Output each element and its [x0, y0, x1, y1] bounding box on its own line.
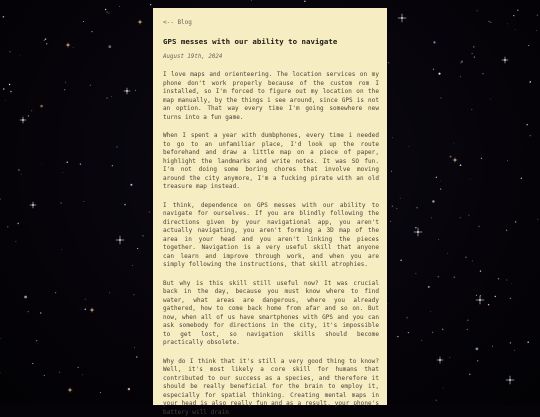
star	[428, 286, 430, 288]
sparkle-star	[502, 57, 508, 63]
star	[132, 265, 133, 266]
sparkle-star	[138, 20, 142, 24]
star	[24, 296, 27, 299]
star	[60, 202, 61, 203]
star	[61, 249, 62, 250]
star	[116, 146, 117, 147]
star	[513, 15, 514, 16]
post-body	[163, 71, 379, 417]
star	[108, 13, 109, 14]
star	[65, 82, 66, 83]
star	[472, 260, 473, 261]
star	[433, 41, 435, 43]
star	[511, 283, 512, 284]
star	[478, 226, 479, 227]
star	[15, 241, 16, 242]
star	[388, 62, 390, 64]
star	[460, 217, 461, 218]
sparkle-star	[68, 388, 72, 392]
star	[481, 158, 482, 159]
star	[10, 91, 12, 93]
star	[476, 10, 477, 11]
back-to-blog-link[interactable]: <-- Blog	[163, 19, 379, 27]
star	[495, 296, 496, 297]
star	[507, 24, 508, 25]
star	[83, 201, 84, 202]
star	[488, 304, 489, 305]
star	[28, 311, 29, 312]
star	[32, 363, 33, 364]
star	[431, 218, 432, 219]
sparkle-star	[437, 357, 443, 363]
star	[3, 88, 4, 89]
star	[473, 46, 475, 48]
star	[461, 61, 463, 63]
star	[477, 360, 479, 362]
post-paragraph: But why is this skill still useful now? It was crucial back in the day, because you must know where to find water, what areas are dangerous, where you already gathered, how to come back home from afar and so on. But now, when all of us have smartphones with GPS and you can ask somebody for directions in the city, it's impossible to get lost, so navigation skills should become practically obsolete.	[163, 280, 379, 348]
star	[536, 30, 537, 31]
sparkle-star	[116, 236, 124, 244]
star	[40, 105, 43, 108]
star	[31, 110, 32, 111]
star	[421, 340, 422, 341]
star	[515, 29, 516, 30]
star	[454, 143, 455, 144]
star	[507, 160, 508, 161]
star	[128, 388, 130, 390]
star	[467, 329, 468, 330]
star	[109, 292, 110, 293]
sparkle-star	[414, 228, 422, 236]
star	[135, 90, 136, 91]
star	[415, 227, 416, 228]
star	[476, 348, 479, 351]
star	[510, 342, 512, 344]
star	[91, 31, 92, 32]
star	[515, 221, 516, 222]
star	[107, 12, 108, 13]
star	[20, 55, 21, 56]
post-title: GPS messes with our ability to navigate	[163, 37, 379, 47]
post-date: August 19th, 2024	[163, 53, 379, 61]
star	[521, 178, 522, 179]
star	[489, 21, 490, 22]
star	[432, 332, 433, 333]
star	[18, 169, 20, 171]
star	[460, 76, 461, 77]
star	[390, 221, 391, 222]
star	[136, 356, 137, 357]
star	[150, 4, 151, 5]
star	[436, 400, 437, 401]
post-paragraph: I love maps and orienteering. The location services on my phone don't work properly because of the custom rom I installed, so I'm forced to figure out my location on the map manually, by the things i see around, since GPS is not an option. That way every time I'm going somewhere new turns into a fun game.	[163, 71, 379, 122]
star	[490, 22, 491, 23]
star	[108, 45, 111, 48]
post-paragraph: I think, dependence on GPS messes with our ability to navigate for ourselves. If you are blindly following the directions given by your navigational app, you aren't actually navigating, you aren't forming a 3D map of the area in your head and you aren't linking the pieces together. Navigation is a very useful skill that anyone can learn and improve through work, and when you are simply following the instructions, that skill atrophies.	[163, 202, 379, 270]
star	[471, 109, 472, 110]
star	[506, 280, 507, 281]
star	[470, 179, 471, 180]
star	[406, 317, 407, 318]
star	[442, 329, 444, 331]
star	[44, 40, 45, 41]
sparkle-star	[476, 296, 484, 304]
star	[85, 299, 86, 300]
star	[440, 188, 441, 189]
star	[112, 165, 113, 166]
star	[17, 223, 19, 225]
sparkle-star	[506, 376, 514, 384]
star	[64, 89, 65, 90]
sparkle-star	[124, 88, 130, 94]
star	[440, 181, 441, 182]
star	[476, 295, 477, 296]
star	[469, 374, 470, 375]
star	[83, 21, 84, 22]
star	[392, 137, 393, 138]
star	[36, 340, 37, 341]
star	[106, 97, 107, 98]
star	[506, 230, 507, 231]
star	[45, 38, 47, 40]
sparkle-star	[453, 158, 457, 162]
star	[436, 177, 437, 178]
star	[468, 215, 469, 216]
star	[85, 309, 87, 311]
star	[417, 207, 418, 208]
star	[482, 73, 483, 74]
star	[537, 15, 538, 16]
star	[514, 350, 515, 351]
star	[537, 219, 538, 220]
star	[111, 96, 112, 97]
post-paragraph: When I spent a year with dumbphones, every time i needed to go to an unfamiliar place, I'd look up the route beforehand and draw a little map on a piece of paper, highlight the landmarks and write notes. It was SO fun. I'm not doing some boring chores that involve moving around the city anymore, I'm a fucking pirate with an old treasure map instead.	[163, 132, 379, 192]
star	[149, 211, 150, 212]
star	[438, 276, 440, 278]
star	[40, 312, 42, 314]
star	[432, 200, 434, 202]
star	[510, 298, 511, 299]
star	[480, 270, 481, 271]
star	[397, 336, 398, 337]
star	[472, 53, 473, 54]
star	[78, 367, 79, 368]
star	[526, 124, 528, 126]
star	[449, 357, 450, 358]
star	[134, 347, 135, 348]
star	[73, 47, 74, 48]
star	[67, 162, 68, 163]
star	[454, 276, 455, 277]
star	[460, 164, 462, 166]
star	[130, 184, 132, 186]
star	[124, 204, 125, 205]
star	[490, 99, 491, 100]
star	[467, 319, 469, 321]
star	[59, 372, 60, 373]
post-paragraph: Why do I think that it's still a very good thing to know? Well, it's most likely a core skill for humans that contributed to our success as a species, and therefore it should be really beneficial for the brain to employ it, especially for spatial thinking. Creating mental maps in your head is also really fun and as a result, your phone's battery will drain	[163, 358, 379, 417]
star	[100, 392, 101, 393]
star	[44, 375, 45, 376]
star	[55, 292, 56, 293]
star	[416, 273, 417, 274]
sparkle-star	[398, 14, 406, 22]
star	[492, 346, 493, 347]
blog-post-card	[153, 8, 387, 405]
star	[0, 198, 1, 199]
star	[408, 332, 409, 333]
star	[430, 311, 431, 312]
star	[530, 135, 531, 136]
star	[251, 0, 252, 1]
star	[527, 341, 529, 343]
star	[21, 174, 22, 175]
star	[142, 235, 143, 236]
star	[392, 206, 393, 207]
star	[438, 73, 440, 75]
star	[5, 100, 6, 101]
star	[134, 294, 135, 295]
star	[528, 45, 529, 46]
sparkle-star	[30, 202, 36, 208]
sparkle-star	[90, 308, 94, 312]
star	[304, 1, 306, 3]
star	[137, 248, 138, 249]
star	[465, 257, 466, 258]
star	[3, 16, 5, 18]
star	[80, 163, 81, 164]
star	[1, 338, 2, 339]
star	[530, 81, 531, 82]
star	[517, 10, 518, 11]
star	[433, 69, 434, 70]
star	[42, 164, 43, 165]
star	[28, 115, 29, 116]
star	[440, 97, 441, 98]
star	[62, 172, 63, 173]
sparkle-star	[20, 117, 26, 123]
star	[460, 62, 461, 63]
star	[438, 239, 439, 240]
star	[82, 374, 83, 375]
star	[396, 208, 397, 209]
star	[447, 253, 448, 254]
star	[391, 171, 392, 172]
star	[9, 51, 10, 52]
star	[400, 198, 401, 199]
star	[498, 278, 499, 279]
star	[90, 85, 91, 86]
star	[474, 56, 475, 57]
star	[46, 43, 47, 44]
star	[7, 226, 8, 227]
star	[409, 146, 410, 147]
star	[119, 6, 120, 7]
sparkle-star	[66, 43, 70, 47]
star	[443, 388, 444, 389]
star	[449, 156, 451, 158]
star	[105, 9, 106, 10]
star	[9, 84, 10, 85]
star	[400, 260, 401, 261]
